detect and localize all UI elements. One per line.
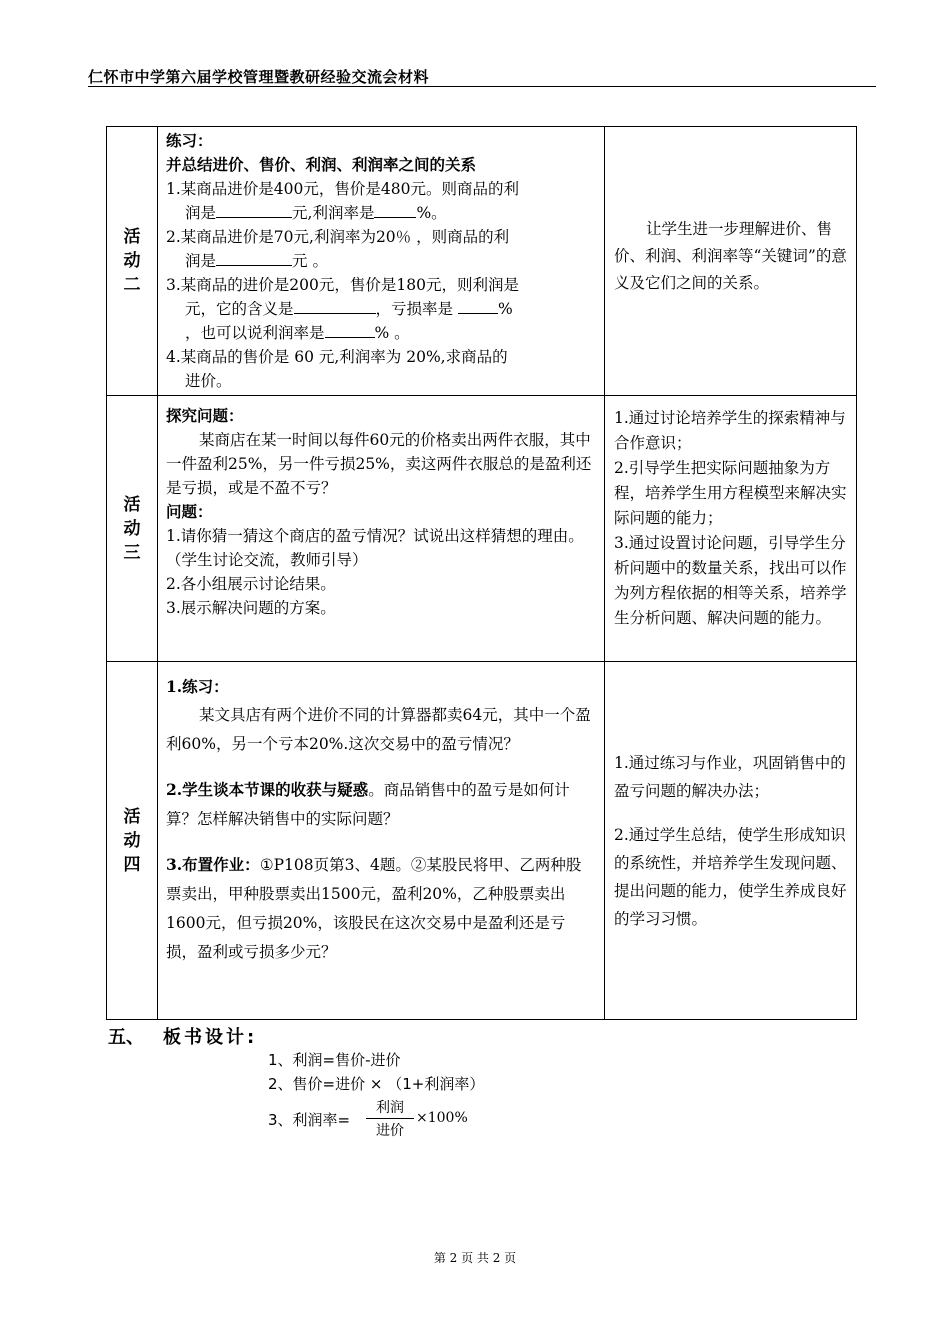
questions-heading: 问题： (166, 502, 213, 521)
fraction-bar (366, 1118, 414, 1119)
table-row-activity-4 (107, 662, 857, 1020)
summary-heading: 2.学生谈本节课的收获与疑惑 (166, 780, 369, 799)
question-1-line-1: 1.某商品进价是400元，售价是480元。则商品的利 (166, 180, 519, 198)
activity-label-char: 二 (123, 275, 141, 295)
answer-blank (325, 321, 375, 338)
inquiry-question-3: 3.展示解决问题的方案。 (166, 599, 336, 617)
inquiry-question-2: 2.各小组展示讨论结果。 (166, 575, 336, 593)
question-3-line-1: 3.某商品的进价是200元，售价是180元，则利润是 (166, 276, 519, 294)
question-4-line-2: 进价。 (185, 372, 232, 390)
activity-label-char: 三 (123, 542, 141, 563)
board-formula-1: 1、利润=售价-进价 (268, 1051, 401, 1069)
spacer (166, 834, 596, 850)
activity-label-char: 活 (123, 806, 141, 827)
summary-paragraph (166, 775, 596, 834)
activity-label-char: 动 (123, 251, 141, 271)
board-formula-2: 2、售价=进价 × （1+利润率） (268, 1075, 485, 1093)
inquiry-heading: 探究问题： (166, 406, 244, 425)
homework-text: ①P108页第3、4题。②某股民将甲、乙两种股票卖出，甲种股票卖出1500元，盈利20%，乙种股票卖出1600元，但亏损20%，该股民在这次交易中是盈利还是亏损，盈利或亏损多少元？ (166, 856, 582, 961)
answer-blank (294, 297, 376, 314)
activity-label-char: 动 (123, 518, 141, 539)
text-span: % (497, 300, 513, 318)
document-header-title: 仁怀市中学第六届学校管理暨教研经验交流会材料 (88, 68, 430, 86)
section-number: 五、 (108, 1027, 144, 1048)
activity-label-cell (107, 662, 158, 1020)
question-2-line-2 (166, 249, 596, 273)
question-2-line-1: 2.某商品进价是70元,利润率为20％ ，则商品的利 (166, 228, 510, 246)
exercise-heading: 练习： (166, 131, 213, 150)
formula-fraction (366, 1097, 414, 1140)
homework-heading: 3.布置作业： (166, 855, 260, 874)
activity-content-cell (158, 396, 605, 662)
aim-item: 1.通过练习与作业，巩固销售中的盈亏问题的解决办法； (614, 753, 846, 800)
activity-label-cell (107, 127, 158, 396)
table-row-activity-2 (107, 127, 857, 396)
inquiry-question-1: 1.请你猜一猜这个商店的盈亏情况？试说出这样猜想的理由。 (166, 527, 584, 545)
fraction-denominator: 进价 (376, 1123, 404, 1139)
answer-blank (216, 201, 292, 218)
answer-blank (458, 297, 498, 314)
exercise-subheading: 并总结进价、售价、利润、利润率之间的关系 (166, 155, 477, 174)
text-span: 元,利润率是 (292, 204, 375, 222)
activity-content-cell (158, 127, 605, 396)
table-row-activity-3 (107, 396, 857, 662)
homework-paragraph (166, 850, 596, 967)
answer-blank (374, 201, 416, 218)
question-3-line-3 (166, 321, 596, 345)
activity-aim-cell (605, 662, 857, 1020)
fraction-numerator: 利润 (376, 1100, 404, 1116)
activity-content-cell (158, 662, 605, 1020)
inquiry-problem: 某商店在某一时间以每件60元的价格卖出两件衣服，其中一件盈利25%，另一件亏损25%，卖这两件衣服总的是盈利还是亏损，或是不盈不亏？ (166, 431, 592, 497)
spacer (166, 759, 596, 775)
answer-blank (216, 249, 292, 266)
text-span: % 。 (374, 324, 410, 342)
board-formula-3-prefix: 3、利润率= (268, 1111, 351, 1129)
activity-label-char: 活 (123, 227, 141, 247)
text-span: 润是 (185, 204, 217, 222)
activity-label-char: 四 (123, 854, 141, 875)
aim-item: 3.通过设置讨论问题，引导学生分析问题中的数量关系，找出可以作为列方程依据的相等关系，培养学生分析问题、解决问题的能力。 (614, 534, 847, 627)
question-4-line-1: 4.某商品的售价是 60 元,利润率为 20%,求商品的 (166, 348, 508, 366)
formula-suffix: ×100% (416, 1110, 468, 1126)
activity-aim-cell (605, 396, 857, 662)
aim-item: 2.通过学生总结，使学生形成知识的系统性，并培养学生发现问题、提出问题的能力，使学生养成良好的学习习惯。 (614, 825, 847, 928)
text-span: ，也可以说利润率是 (185, 324, 325, 342)
lesson-plan-table (106, 126, 857, 1020)
section-title: 板书设计: (163, 1027, 258, 1048)
aim-item: 1.通过讨论培养学生的探索精神与合作意识； (614, 409, 846, 452)
activity-label-char: 动 (123, 830, 141, 851)
activity-label-char: 活 (123, 494, 141, 515)
activity-aim-cell (605, 127, 857, 396)
practice-problem: 某文具店有两个进价不同的计算器都卖64元，其中一个盈利60%，另一个亏本20%.这次交易中的盈亏情况？ (166, 706, 591, 753)
spacer (614, 805, 848, 821)
question-3-line-2 (166, 297, 596, 321)
summary-text: 。商品销售中的盈亏是如何计算？怎样解决销售中的实际问题？ (166, 781, 570, 828)
aim-text: 让学生进一步理解进价、售价、利润、利润率等“关键词”的意义及它们之间的关系。 (614, 219, 847, 292)
activity-label-cell (107, 396, 158, 662)
question-1-line-2 (166, 201, 596, 225)
page-number-footer: 第 2 页 共 2 页 (433, 1251, 517, 1265)
text-span: 润是 (185, 252, 217, 270)
aim-item: 2.引导学生把实际问题抽象为方程，培养学生用方程模型来解决实际问题的能力； (614, 459, 847, 527)
text-span: 元，它的含义是 (185, 300, 294, 318)
header-divider (88, 86, 876, 87)
text-span: ，亏损率是 (375, 300, 454, 318)
practice-heading: 1.练习： (166, 677, 229, 696)
inquiry-note: （学生讨论交流，教师引导） (166, 551, 368, 569)
text-span: %。 (416, 204, 447, 222)
text-span: 元 。 (292, 252, 328, 270)
